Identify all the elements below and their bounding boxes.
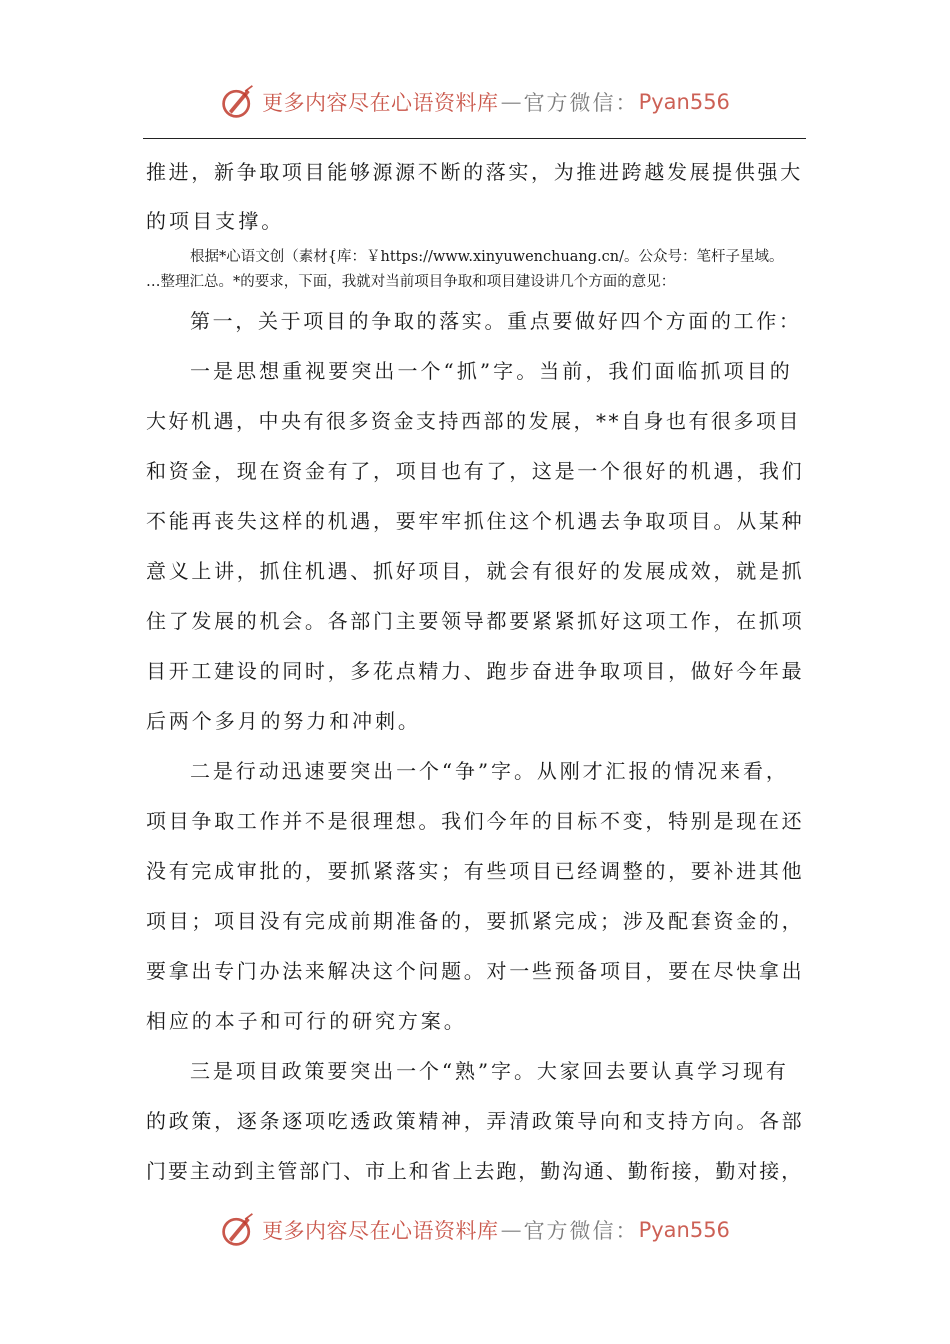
body-line: 相应的本子和可行的研究方案。 [146, 1009, 467, 1033]
header-divider [143, 138, 806, 139]
banner-lead-text: 更多内容尽在心语资料库 [262, 91, 499, 115]
header-watermark-banner [0, 80, 950, 124]
body-line: 二是行动迅速要突出一个“争”字。从刚才汇报的情况来看， [190, 759, 789, 783]
banner-dash: — [500, 1218, 522, 1242]
body-line: 要拿出专门办法来解决这个问题。对一些预备项目，要在尽快拿出 [146, 959, 805, 983]
quill-circle-logo-icon [220, 84, 256, 120]
body-line: 三是项目政策要突出一个“熟”字。大家回去要认真学习现有 [190, 1059, 789, 1083]
body-line: 推进，新争取项目能够源源不断的落实，为推进跨越发展提供强大 [146, 160, 803, 184]
body-line: 后两个多月的努力和冲刺。 [146, 709, 421, 733]
body-line: 一是思想重视要突出一个“抓”字。当前，我们面临抓项目的 [190, 359, 793, 383]
body-line: 门要主动到主管部门、市上和省上去跑，勤沟通、勤衔接，勤对接， [146, 1159, 803, 1183]
body-line: 意义上讲，抓住机遇、抓好项目，就会有很好的发展成效，就是抓 [146, 559, 805, 583]
banner-wechat-id: Pyan556 [638, 1218, 730, 1242]
banner-dash: — [500, 90, 522, 114]
body-line: 的项目支撑。 [146, 209, 285, 233]
source-note-line: …整理汇总。*的要求，下面，我就对当前项目争取和项目建设讲几个方面的意见： [146, 274, 676, 290]
quill-circle-logo-icon [220, 1212, 256, 1248]
banner-wechat-id: Pyan556 [638, 90, 730, 114]
footer-watermark-banner [0, 1208, 950, 1252]
body-line: 没有完成审批的，要抓紧落实；有些项目已经调整的，要补进其他 [146, 859, 805, 883]
body-line: 的政策，逐条逐项吃透政策精神，弄清政策导向和支持方向。各部 [146, 1109, 805, 1133]
body-line: 大好机遇，中央有很多资金支持西部的发展，**自身也有很多项目 [146, 409, 801, 433]
body-line: 目开工建设的同时，多花点精力、跑步奋进争取项目，做好今年最 [146, 659, 805, 683]
section-heading: 第一，关于项目的争取的落实。重点要做好四个方面的工作： [190, 309, 802, 333]
banner-tail-text: 官方微信： [523, 1219, 639, 1243]
banner-lead-text: 更多内容尽在心语资料库 [262, 1219, 499, 1243]
banner-tail-text: 官方微信： [523, 91, 639, 115]
body-line: 不能再丧失这样的机遇，要牢牢抓住这个机遇去争取项目。从某种 [146, 509, 805, 533]
source-note-line: 根据*心语文创（素材{库：￥https://www.xinyuwenchuang.cn/。公众号：笔杆子星域。 [190, 249, 784, 265]
body-line: 项目争取工作并不是很理想。我们今年的目标不变，特别是现在还 [146, 809, 805, 833]
body-line: 项目；项目没有完成前期准备的，要抓紧完成；涉及配套资金的， [146, 909, 805, 933]
body-line: 和资金，现在资金有了，项目也有了，这是一个很好的机遇，我们 [146, 459, 805, 483]
body-line: 住了发展的机会。各部门主要领导都要紧紧抓好这项工作，在抓项 [146, 609, 805, 633]
